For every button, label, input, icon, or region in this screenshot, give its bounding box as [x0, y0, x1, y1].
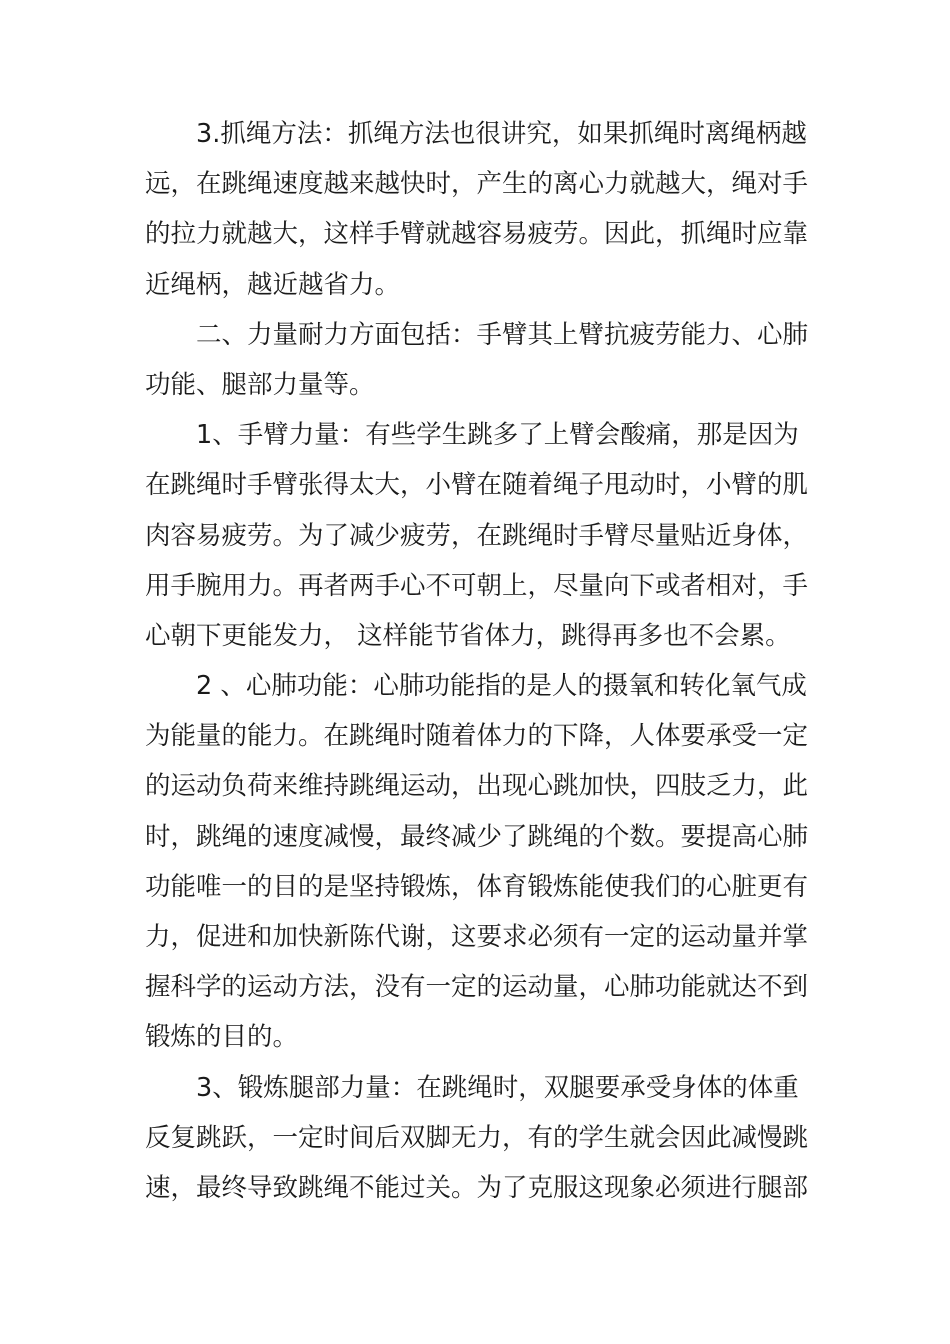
text-line: 力，促进和加快新陈代谢，这要求必须有一定的运动量并掌 [145, 922, 809, 952]
text-line: 用手腕用力。再者两手心不可朝上，尽量向下或者相对，手 [145, 570, 809, 601]
text-line: 肉容易疲劳。为了减少疲劳，在跳绳时手臂尽量贴近身体， [145, 520, 809, 551]
paragraph-arm-strength [145, 410, 809, 661]
text-line: 3、锻炼腿部力量：在跳绳时，双腿要承受身体的体重 [196, 1072, 799, 1103]
text-line: 功能唯一的目的是坚持锻炼，体育锻炼能使我们的心脏更有 [145, 871, 809, 902]
text-line: 功能、腿部力量等。 [145, 369, 375, 400]
text-line: 时，跳绳的速度减慢，最终减少了跳绳的个数。要提高心肺 [145, 821, 809, 852]
text-line: 心朝下更能发力， 这样能节省体力，跳得再多也不会累。 [145, 620, 791, 651]
paragraph-strength-endurance [145, 310, 809, 410]
text-line: 二、力量耐力方面包括：手臂其上臂抗疲劳能力、心肺 [196, 319, 809, 350]
text-line: 1、手臂力量：有些学生跳多了上臂会酸痛，那是因为 [196, 420, 799, 451]
paragraph-cardiopulmonary [145, 661, 809, 1063]
text-line: 在跳绳时手臂张得太大，小臂在随着绳子甩动时，小臂的肌 [145, 470, 809, 501]
paragraph-grip-method [145, 109, 809, 310]
text-line: 反复跳跃，一定时间后双脚无力，有的学生就会因此减慢跳 [145, 1122, 809, 1153]
document-body [145, 109, 809, 1213]
text-line: 近绳柄，越近越省力。 [145, 269, 401, 300]
text-line: 2 、心肺功能：心肺功能指的是人的摄氧和转化氧气成 [196, 671, 807, 702]
text-line: 握科学的运动方法，没有一定的运动量，心肺功能就达不到 [145, 972, 809, 1003]
text-line: 速，最终导致跳绳不能过关。为了克服这现象必须进行腿部 [145, 1172, 809, 1203]
text-line: 远，在跳绳速度越来越快时，产生的离心力就越大，绳对手 [145, 169, 809, 200]
text-line: 为能量的能力。在跳绳时随着体力的下降，人体要承受一定 [145, 721, 809, 752]
text-line: 3.抓绳方法：抓绳方法也很讲究，如果抓绳时离绳柄越 [196, 119, 807, 149]
paragraph-leg-strength [145, 1063, 809, 1214]
text-line: 的拉力就越大，这样手臂就越容易疲劳。因此，抓绳时应靠 [145, 219, 809, 250]
text-line: 锻炼的目的。 [145, 1022, 299, 1053]
text-line: 的运动负荷来维持跳绳运动，出现心跳加快，四肢乏力，此 [145, 771, 809, 802]
